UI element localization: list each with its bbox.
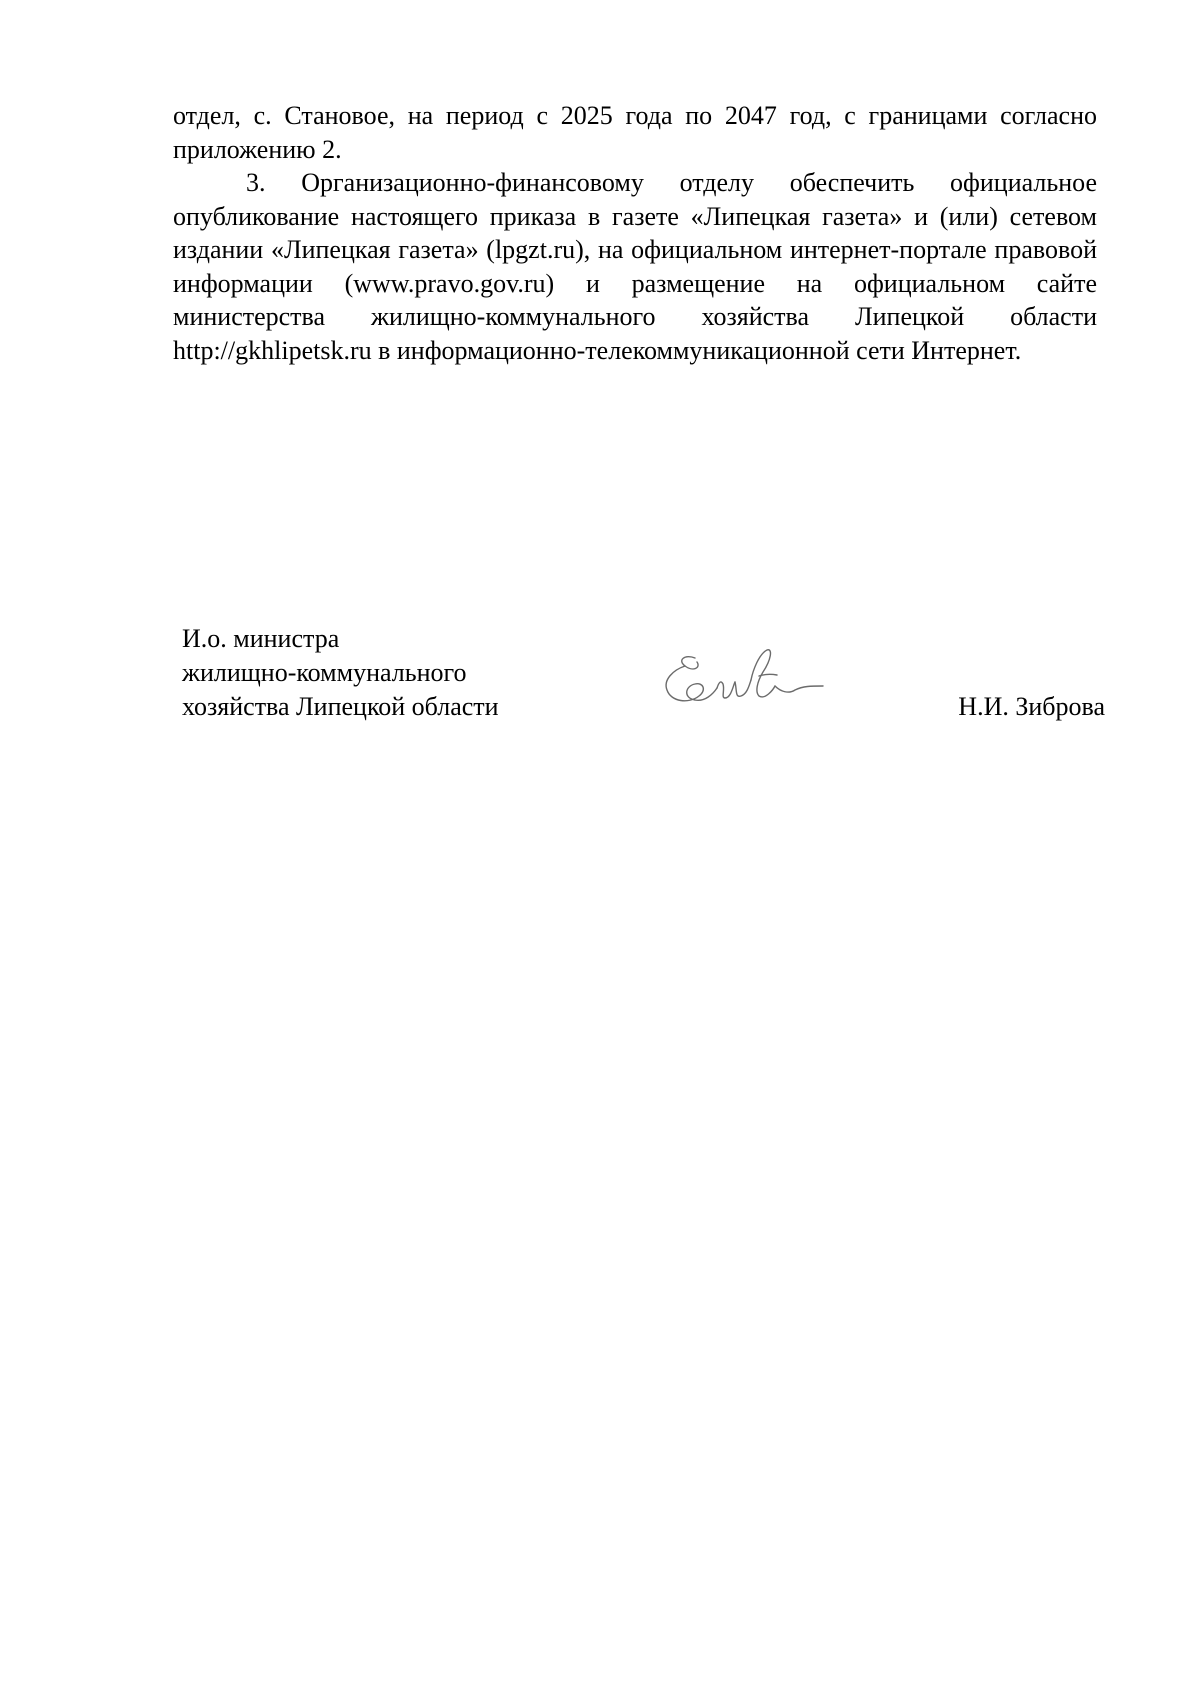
document-body	[173, 99, 1097, 367]
position-line-2: жилищно-коммунального	[182, 658, 467, 687]
signatory-position	[182, 622, 499, 724]
paragraph-item-3: 3. Организационно-финансовому отделу обеспечить официальное опубликование настоящего приказа в газете «Липецкая газета» и (или) сетевом издании «Липецкая газета» (lpgzt.ru), на официальном интернет-портале правовой информации (www.pravo.gov.ru) и размещение на официальном сайте министерства жилищно-коммунального хозяйства Липецкой области http://gkhlipetsk.ru в информационно-телекоммуникационной сети Интернет.	[173, 168, 1097, 365]
position-line-3: хозяйства Липецкой области	[182, 692, 499, 721]
paragraph-continuation: отдел, с. Становое, на период с 2025 года по 2047 год, с границами согласно приложению 2.	[173, 101, 1097, 164]
handwritten-signature-icon	[655, 646, 825, 726]
signer-name: Н.И. Зиброва	[958, 692, 1105, 721]
position-line-1: И.о. министра	[182, 624, 340, 653]
